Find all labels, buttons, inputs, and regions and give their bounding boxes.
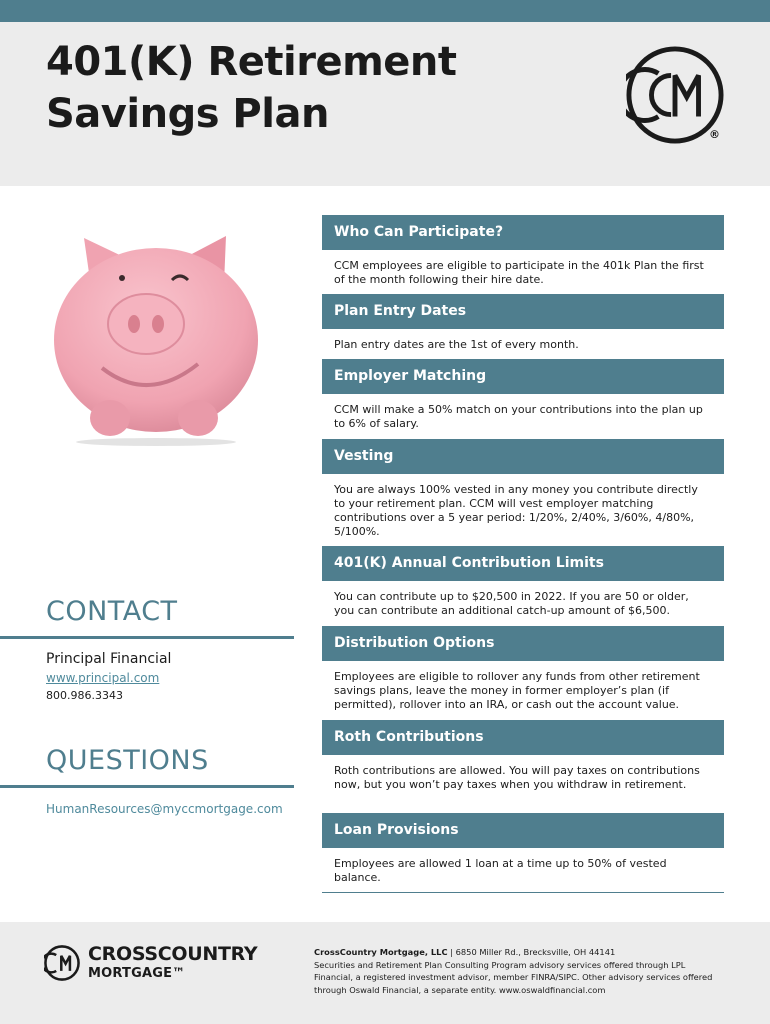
- footer-disclaimer-text: Securities and Retirement Plan Consulting Program advisory services offered through LPL Financial, a registered investment advisor, member FINRA/SIPC. Other advisory services offered through Oswald Financial, a separate entity. www.oswaldfinancial.com: [314, 959, 713, 995]
- section-heading: Plan Entry Dates: [322, 294, 724, 329]
- section-body: Roth contributions are allowed. You will pay taxes on contributions now, but you won’t pay taxes when you withdraw in retirement.: [334, 764, 700, 791]
- section-body: CCM employees are eligible to participate in the 401k Plan the first of the month following their hire date.: [334, 259, 704, 286]
- registered-mark: ®: [709, 128, 720, 141]
- section-vesting: [322, 439, 724, 539]
- footer-address: | 6850 Miller Rd., Brecksville, OH 44141: [447, 947, 616, 957]
- piggy-bank-icon: [48, 228, 264, 446]
- section-heading: 401(K) Annual Contribution Limits: [322, 546, 724, 581]
- section-heading: Distribution Options: [322, 626, 724, 661]
- section-heading: Loan Provisions: [322, 813, 724, 848]
- title-line-1: 401(K) Retirement: [46, 39, 457, 85]
- section-body: Employees are allowed 1 loan at a time up to 50% of vested balance.: [334, 857, 667, 884]
- footer-brand-name: CROSSCOUNTRY: [88, 943, 258, 965]
- questions-email-link[interactable]: HumanResources@myccmortgage.com: [46, 802, 283, 816]
- ccm-footer-logo-icon: [44, 945, 80, 981]
- section-heading: Employer Matching: [322, 359, 724, 394]
- footer-disclaimer: [314, 946, 726, 996]
- questions-divider: [0, 785, 294, 788]
- section-body: You can contribute up to $20,500 in 2022. If you are 50 or older, you can contribute an additional catch-up amount of $6,500.: [334, 590, 689, 617]
- section-roth-contributions: [322, 720, 724, 792]
- section-annual-contribution-limits: [322, 546, 724, 618]
- contact-heading: CONTACT: [46, 596, 178, 627]
- section-body: CCM will make a 50% match on your contributions into the plan up to 6% of salary.: [334, 403, 703, 430]
- contact-divider: [0, 636, 294, 639]
- section-heading: Vesting: [322, 439, 724, 474]
- section-who-can-participate: [322, 215, 724, 287]
- sections-bottom-divider: [322, 892, 724, 893]
- section-body: You are always 100% vested in any money you contribute directly to your retirement plan. CCM will vest employer matching contributions over a 5 year period: 1/20%, 2/40%, 3/60%, 4/80%, 5/100%.: [334, 483, 698, 538]
- top-accent-band: [0, 0, 770, 22]
- footer-brand-sub: MORTGAGE™: [88, 966, 186, 981]
- contact-phone: 800.986.3343: [46, 689, 123, 702]
- section-heading: Roth Contributions: [322, 720, 724, 755]
- questions-heading: QUESTIONS: [46, 745, 209, 776]
- section-loan-provisions: [322, 813, 724, 885]
- section-employer-matching: [322, 359, 724, 431]
- section-body: Plan entry dates are the 1st of every month.: [334, 338, 579, 351]
- section-heading: Who Can Participate?: [322, 215, 724, 250]
- contact-name: Principal Financial: [46, 651, 172, 667]
- section-distribution-options: [322, 626, 724, 712]
- section-plan-entry-dates: [322, 294, 724, 352]
- page-title: [46, 36, 566, 140]
- footer-company: CrossCountry Mortgage, LLC: [314, 947, 448, 957]
- title-line-2: Savings Plan: [46, 91, 329, 137]
- section-body: Employees are eligible to rollover any funds from other retirement savings plans, leave the money in former employer’s plan (if permitted), rollover into an IRA, or cash out the account value.: [334, 670, 700, 711]
- contact-website-link[interactable]: www.principal.com: [46, 671, 160, 685]
